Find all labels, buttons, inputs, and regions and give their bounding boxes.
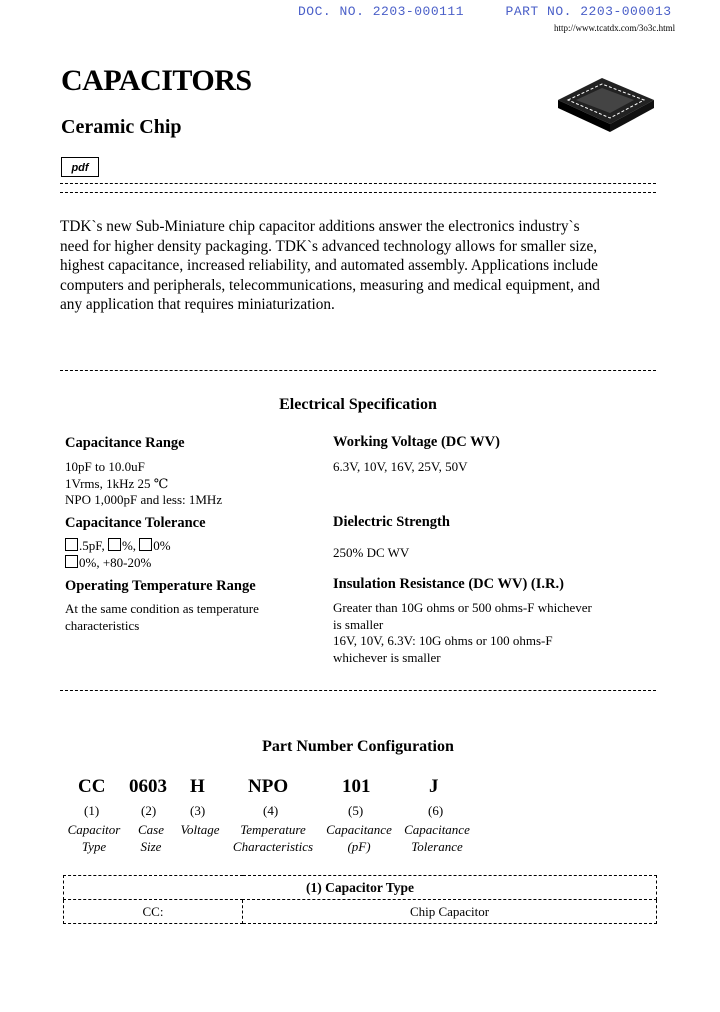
page-title: CAPACITORS (61, 64, 252, 97)
pn-label-line: Voltage (180, 822, 220, 837)
spec-line: is smaller (333, 616, 384, 632)
cap-tolerance-heading: Capacitance Tolerance (65, 515, 206, 531)
pdf-icon[interactable]: pdf (61, 157, 99, 177)
pn-code-temp-char: NPO (248, 776, 289, 797)
pn-label-line: Capacitance (326, 822, 392, 837)
table-row (64, 900, 657, 924)
spec-line: 6.3V, 10V, 16V, 25V, 50V (333, 459, 468, 474)
pn-label-line: Type (81, 838, 107, 854)
dielectric-heading: Dielectric Strength (333, 514, 450, 530)
intro-line: any application that requires miniaturization. (60, 296, 335, 313)
pn-label-case-size (130, 822, 172, 855)
pn-index: (3) (190, 803, 206, 818)
symbol-box (139, 538, 152, 551)
symbol-box (108, 538, 121, 551)
cap-range-values (65, 459, 222, 509)
divider (60, 183, 656, 184)
spec-line: %, (121, 538, 140, 553)
op-temp-values (65, 601, 259, 634)
pn-label-temp-char (226, 822, 320, 855)
insulation-heading: Insulation Resistance (DC WV) (I.R.) (333, 576, 564, 592)
pn-label-tolerance (398, 822, 476, 855)
pn-label-line: Size (140, 838, 162, 854)
pn-label-line: Capacitor (67, 822, 121, 837)
pn-code-capacitor-type: CC (78, 776, 106, 797)
electrical-spec-title: Electrical Specification (279, 396, 437, 413)
table-cell-code: CC: (64, 900, 243, 924)
table-header-row (64, 876, 657, 900)
symbol-box (65, 555, 78, 568)
spec-line: 16V, 10V, 6.3V: 10G ohms or 100 ohms-F (333, 633, 553, 648)
pn-index: (1) (84, 803, 100, 818)
pn-label-line: Temperature (240, 822, 306, 837)
pn-label-line: Tolerance (411, 838, 463, 854)
table-cell-description: Chip Capacitor (243, 900, 657, 924)
dielectric-values (333, 545, 409, 562)
spec-line: 1Vrms, 1kHz 25 ℃ (65, 475, 169, 491)
divider (60, 370, 656, 371)
pn-code-capacitance: 101 (342, 776, 371, 797)
pn-code-tolerance: J (429, 776, 439, 797)
doc-part-number-header: DOC. NO. 2203-000111 PART NO. 2203-000013 (298, 4, 672, 19)
pn-label-capacitor-type (56, 822, 132, 855)
spec-line: 0% (153, 538, 171, 553)
cap-tolerance-values (65, 538, 171, 571)
capacitor-type-table (63, 875, 657, 924)
pn-label-line: Case (138, 822, 164, 837)
part-number-title: Part Number Configuration (262, 738, 454, 755)
pn-label-line: (pF) (347, 838, 371, 854)
working-voltage-values (333, 459, 468, 476)
intro-line: need for higher density packaging. TDK`s advanced technology allows for smaller size, (60, 237, 598, 255)
spec-line: 0%, +80-20% (79, 554, 152, 570)
divider (60, 192, 656, 193)
cap-range-heading: Capacitance Range (65, 435, 185, 451)
intro-line: TDK`s new Sub-Miniature chip capacitor additions answer the electronics industry`s (60, 218, 580, 235)
pn-index: (6) (428, 803, 444, 818)
spec-line: At the same condition as temperature (65, 601, 259, 616)
spec-line: .5pF, (79, 538, 108, 553)
intro-line: highest capacitance, increased reliability, and automated assembly. Applications include (60, 257, 598, 274)
pn-label-line: Capacitance (404, 822, 470, 837)
spec-line: characteristics (65, 617, 140, 633)
spec-line: NPO 1,000pF and less: 1MHz (65, 492, 223, 507)
op-temp-heading: Operating Temperature Range (65, 578, 256, 594)
intro-line: computers and peripherals, telecommunications, measuring and medical equipment, and (60, 276, 600, 294)
pn-code-case-size: 0603 (129, 776, 167, 797)
working-voltage-heading: Working Voltage (DC WV) (333, 434, 500, 450)
ceramic-chip-image (554, 72, 658, 134)
divider (60, 690, 656, 691)
pn-index: (4) (263, 803, 279, 818)
pn-label-voltage (174, 822, 226, 839)
pn-index: (2) (141, 803, 157, 818)
pn-index: (5) (348, 803, 364, 818)
pn-label-line: Characteristics (232, 838, 314, 854)
table-title: (1) Capacitor Type (64, 876, 657, 900)
spec-line: whichever is smaller (333, 649, 441, 665)
source-url[interactable]: http://www.tcatdx.com/3o3c.html (554, 23, 676, 33)
spec-line: 10pF to 10.0uF (65, 459, 145, 474)
symbol-box (65, 538, 78, 551)
intro-paragraph (60, 217, 660, 315)
insulation-values (333, 600, 592, 666)
pn-code-voltage: H (190, 776, 205, 797)
pn-label-capacitance (320, 822, 398, 855)
spec-line: Greater than 10G ohms or 500 ohms-F whichever (333, 600, 592, 615)
spec-line: 250% DC WV (333, 545, 410, 560)
page-subtitle: Ceramic Chip (61, 116, 182, 138)
